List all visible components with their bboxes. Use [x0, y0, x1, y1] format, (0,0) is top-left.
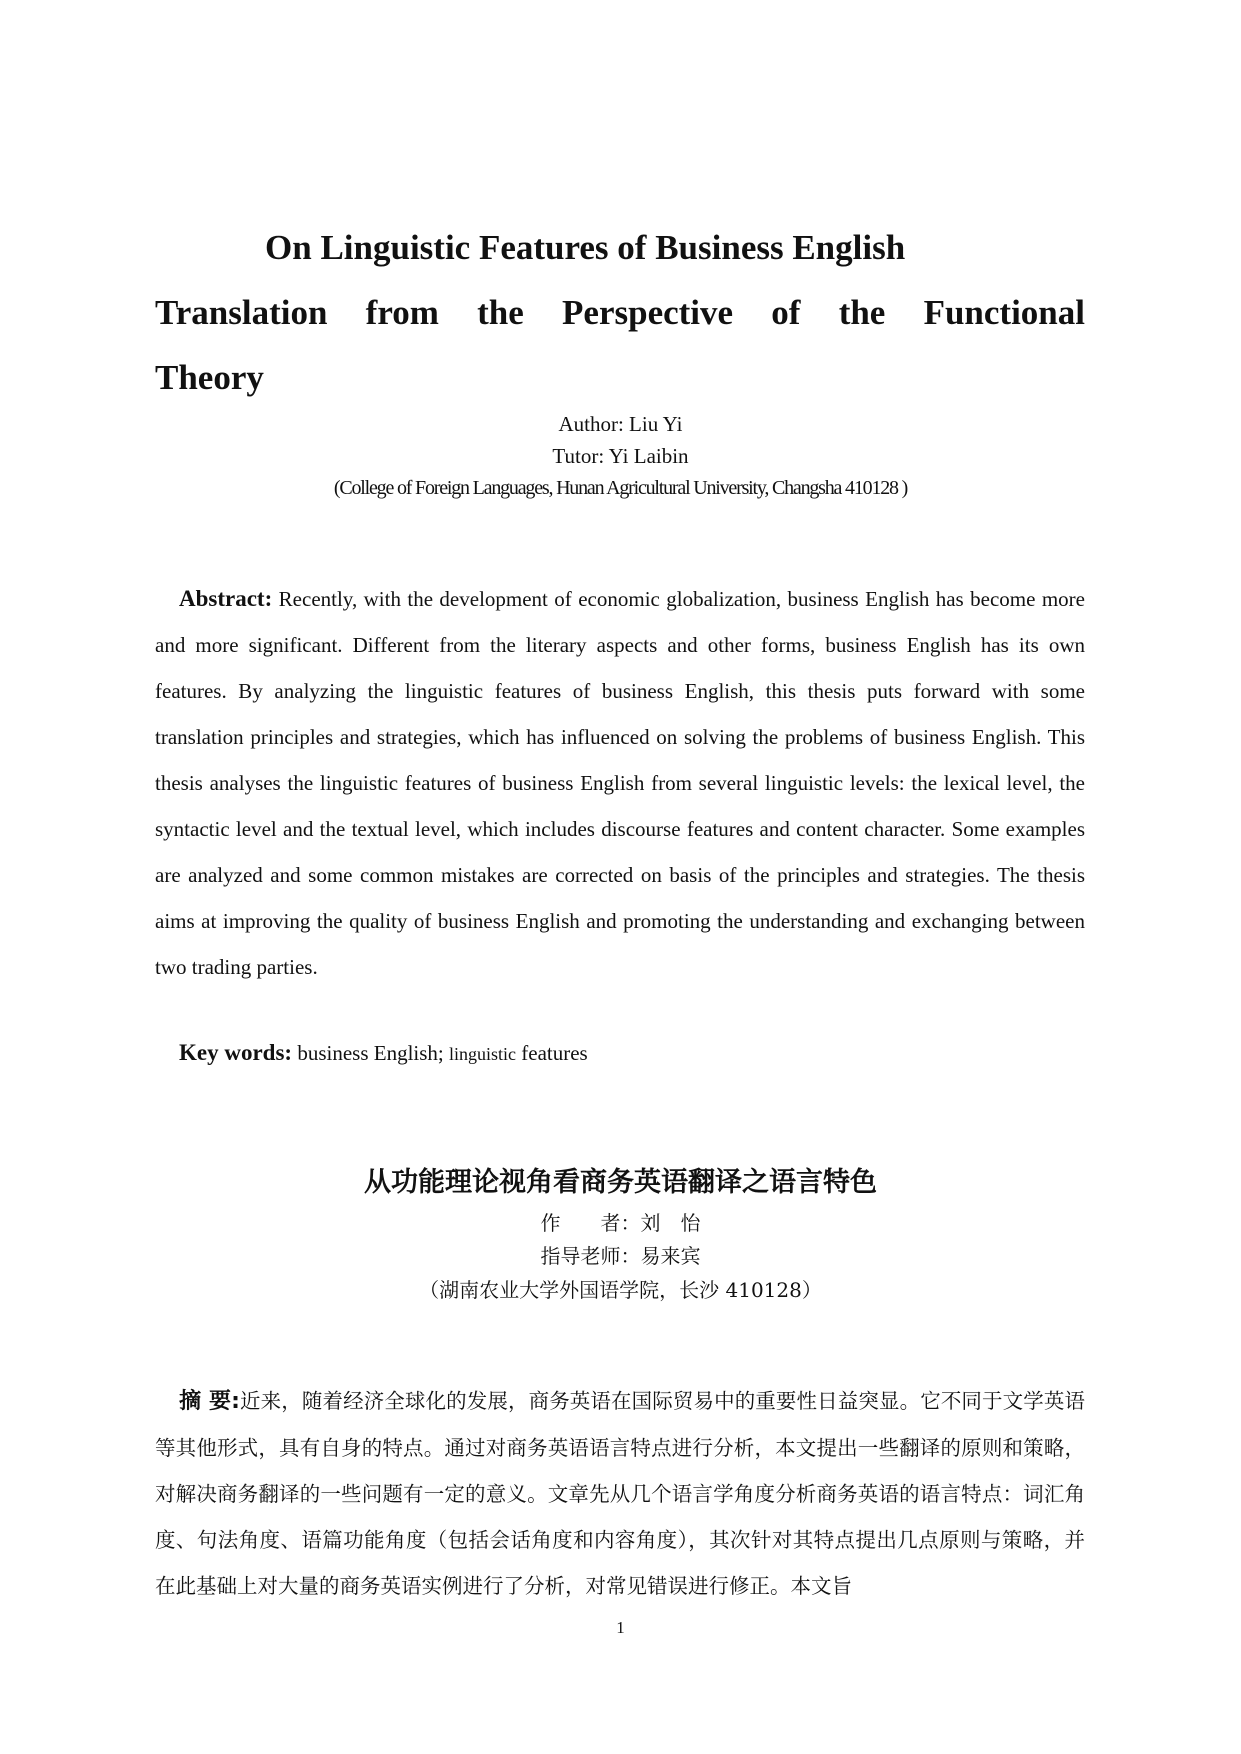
- title-line-2: Translation from the Perspective of the Functional: [155, 293, 1085, 332]
- chinese-abstract: [155, 1378, 1085, 1609]
- keywords-label: Key words:: [179, 1040, 293, 1065]
- chinese-affiliation-line: （湖南农业大学外国语学院，长沙 410128）: [419, 1278, 822, 1302]
- abstract-text: Recently, with the development of economic globalization, business English has become more and more significant. Different from the literary aspects and other forms, business English has its own features. By analyzing the linguistic features of business English, this thesis puts forward with some translation principles and strategies, which has influenced on solving the problems of business English. This thesis analyses the linguistic features of business English from several linguistic levels: the lexical level, the syntactic level and the textual level, which includes discourse features and content character. Some examples are analyzed and some common mistakes are corrected on basis of the principles and strategies. The thesis aims at improving the quality of business English and promoting the understanding and exchanging between two trading parties.: [155, 587, 1085, 979]
- abstract-label: Abstract:: [179, 586, 273, 611]
- keywords-part-2: linguistic: [449, 1044, 517, 1064]
- title-line-1: On Linguistic Features of Business English: [265, 228, 906, 267]
- keywords-part-1: business English;: [297, 1041, 444, 1065]
- chinese-tutor-line: 指导老师：易来宾: [540, 1244, 701, 1268]
- author-line: Author: Liu Yi: [558, 412, 683, 436]
- title-line-3: Theory: [155, 358, 264, 397]
- page-number: 1: [616, 1618, 625, 1637]
- chinese-abstract-text: 近来，随着经济全球化的发展，商务英语在国际贸易中的重要性日益突显。它不同于文学英语等其他形式，具有自身的特点。通过对商务英语语言特点进行分析，本文提出一些翻译的原则和策略，对解决商务翻译的一些问题有一定的意义。文章先从几个语言学角度分析商务英语的语言特点：词汇角度、句法角度、语篇功能角度（包括会话角度和内容角度），其次针对其特点提出几点原则与策略，并在此基础上对大量的商务英语实例进行了分析，对常见错误进行修正。本文旨: [155, 1389, 1085, 1598]
- affiliation-line: (College of Foreign Languages, Hunan Agricultural University, Changsha 410128 ): [333, 477, 908, 499]
- chinese-title: 从功能理论视角看商务英语翻译之语言特色: [364, 1167, 877, 1198]
- chinese-abstract-label: 摘 要:: [179, 1389, 240, 1414]
- tutor-line: Tutor: Yi Laibin: [552, 444, 689, 468]
- english-abstract: [155, 576, 1085, 990]
- keywords: [179, 1040, 588, 1066]
- chinese-author-line: 作 者：刘 怡: [540, 1211, 701, 1235]
- keywords-part-3: features: [521, 1041, 588, 1065]
